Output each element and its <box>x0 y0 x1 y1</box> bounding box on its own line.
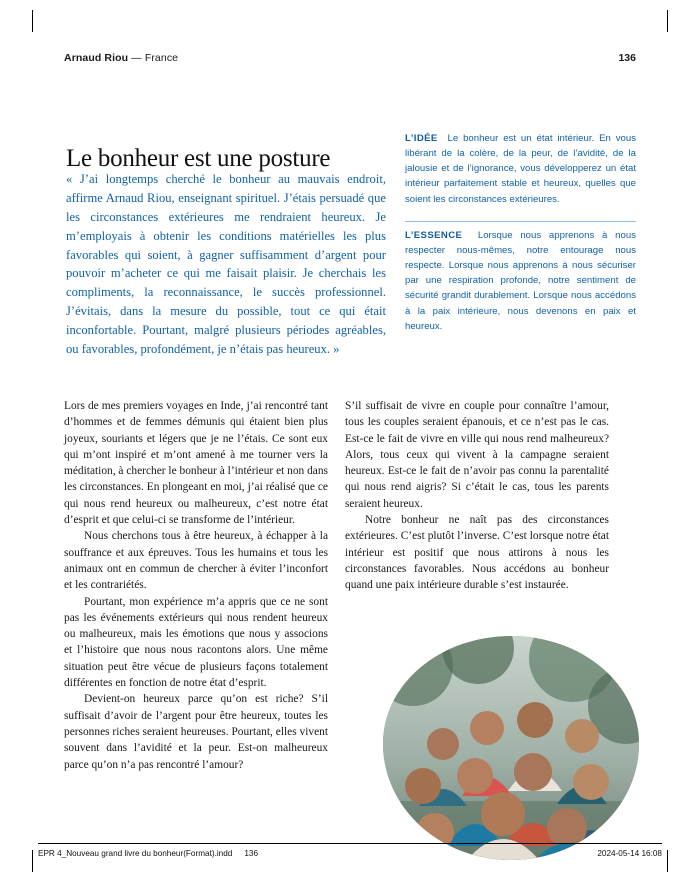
paragraph: Lors de mes premiers voyages en Inde, j’ai rencontré tant d’hommes et de femmes démunis qui étaient bien plus joyeux, souriants et légers que je ne l’étais. Ce sont eux qui m’ont inspiré et m’ont amené à me tourner vers la méditation, à chercher le bonheur à l’intérieur et non dans les circonstances. En plongeant en moi, j’ai réalisé que ce qui nous rend heureux ou malheureux, c’est notre état d’esprit et que celui-ci se transforme de l’intérieur. <box>64 400 328 527</box>
body-column-right <box>345 398 609 594</box>
crop-mark-top-right <box>667 10 668 32</box>
rail-idea-text <box>405 131 636 207</box>
rail-essence-label: L’ESSENCE <box>405 229 463 241</box>
footer-left <box>38 849 270 858</box>
page-number: 136 <box>618 52 636 64</box>
paragraph: Nous cherchons tous à être heureux, à échapper à la souffrance et aux épreuves. Tous les humains et tous les animaux ont en commun de chercher à éviter l’inconfort et les contrariétés. <box>64 530 328 592</box>
paragraph: Notre bonheur ne naît pas des circonstances extérieures. C’est plutôt l’inverse. C’est lorsque notre état intérieur est positif que nous attirons à nous les circonstances favorables. Nous accédons au bonheur quand une paix intérieure durable s’est instaurée. <box>345 514 609 592</box>
author-separator: — <box>128 52 145 64</box>
author-name: Arnaud Riou <box>64 52 129 64</box>
article-photo <box>383 636 639 860</box>
page-title: Le bonheur est une posture <box>66 144 331 172</box>
rail-idea-box <box>405 125 636 207</box>
photo-illustration <box>383 636 639 860</box>
lead-paragraph: « J’ai longtemps cherché le bonheur au mauvais endroit, affirme Arnaud Riou, enseignant spirituel. J’étais persuadé que les circonstances extérieures me rendraient heureux. Je m’employais à obtenir les conditions matérielles les plus favorables qui soient, à gagner suffisamment d’argent pour pouvoir m’acheter ce qui me faisait plaisir. Je cherchais les compliments, la reconnaissance, le succès professionnel. J’évitais, dans la mesure du possible, tout ce qui était inconfortable. Pourtant, malgré plusieurs périodes agréables, ou favorables, profondément, je n’étais pas heureux. » <box>66 172 386 357</box>
footer-timestamp: 2024-05-14 16:08 <box>597 849 662 858</box>
author-country: France <box>144 52 179 64</box>
footer-filename: EPR 4_Nouveau grand livre du bonheur(Format).indd <box>38 849 233 858</box>
running-head-left <box>64 52 178 64</box>
crop-mark-bottom-left <box>32 850 33 872</box>
crop-mark-top-left <box>32 10 33 32</box>
crop-mark-bottom-right <box>667 850 668 872</box>
body-column-left <box>64 398 328 773</box>
footer <box>38 843 662 858</box>
rail-essence-box <box>405 222 636 334</box>
running-head <box>64 52 636 64</box>
sidebar-rail <box>405 125 636 334</box>
paragraph: S’il suffisait de vivre en couple pour connaître l’amour, tous les couples seraient épanouis, et ce n’est pas le cas. Est-ce le fait de vivre en ville qui nous rend malheureux? Alors, tous ceux qui vivent à la campagne seraient heureux. Est-ce le fait de n’avoir pas connu la parentalité qui nous rend aigris? Si c’était le cas, tous les parents seraient heureux. <box>345 400 609 510</box>
footer-page: 136 <box>244 849 259 858</box>
rail-idea-label: L’IDÉE <box>405 133 438 144</box>
rail-essence-text <box>405 228 636 334</box>
paragraph: Pourtant, mon expérience m’a appris que ce ne sont pas les événements extérieurs qui nous rendent heureux ou malheureux, mais les émotions que nous y associons et l’histoire que nous nous racontons alors. Une même situation peut être vécue de plusieurs façons totalement différentes en fonction de notre état d’esprit. <box>64 595 328 690</box>
rail-essence-body: Lorsque nous apprenons à nous respecter nous-mêmes, notre entourage nous respecte. Lorsque nous apprenons à nous sécuriser par une respiration profonde, notre sentiment de sécurité grandit durablement. Lorsque nous accédons à la paix intérieure, nous devenons en paix et heureux. <box>405 229 636 332</box>
paragraph: Devient-on heureux parce qu’on est riche? S’il suffisait d’avoir de l’argent pour être heureux, toutes les personnes riches seraient heureuses. Pourtant, elles vivent souvent dans l’avidité et la peur. Est-on malheureux parce qu’on n’a pas rencontré l’amour? <box>64 693 328 771</box>
rail-idea-body: Le bonheur est un état intérieur. En vous libérant de la colère, de la peur, de l’avidité, de la jalousie et de l’ignorance, vous développerez un état intérieur parfaitement stable et heureux, quelles que soient les circonstances extérieures. <box>405 133 636 205</box>
